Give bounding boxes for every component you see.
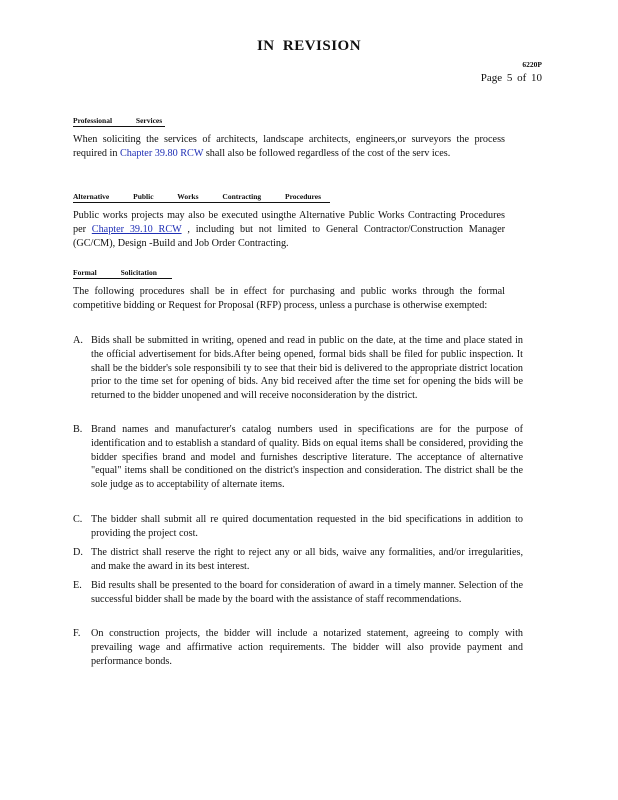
professional-text-after: shall also be followed regardless of the cost of the serv ices. [203, 147, 451, 159]
alternative-text-before: Public works projects may also be executed usingthe Alternative Public Works Contracting Procedures per [73, 210, 505, 235]
list-item-text: Bids shall be submitted in writing, opened and read in public on the date, at the time and place stated in the official advertisement for bids.After being opened, formal bids shall be filed for public inspection. It shall be the bidder's sole responsibili ty to see that their bid is delivered to the appropriate district location prior to the time set for opening of bids. Any bid received after the time set for opening the bids will be returned to the bidder unopened and will receive noconsideration by the district. [91, 335, 523, 402]
chapter-39-10-link[interactable]: Chapter 39.10 RCW [91, 223, 182, 235]
list-item-letter: B. [73, 424, 83, 435]
alternative-text-after: , including but not limited to General Contractor/Construction Manager (GC/CM), Design -Build and Job Order Contracting. [73, 223, 505, 249]
chapter-39-80-link[interactable]: Chapter 39.80 RCW [119, 147, 204, 159]
page-number: Page 5 of 10 [480, 72, 542, 84]
alternative-procedures-paragraph [73, 209, 505, 250]
formal-solicitation-intro: The following procedures shall be in effect for purchasing and public works through the formal competitive bidding or Request for Proposal (RFP) process, unless a purchase is otherwise exempted: [73, 286, 505, 311]
list-item-text: Brand names and manufacturer's catalog numbers used in specifications are for the purpose of identification and to establish a standard of quality. Bids on equal items shall be considered, providing the bidder specifies brand and model and furnishes descriptive literature. The acceptance of alternative "equal" items shall be conditioned on the district's inspection and consideration. The district shall be the sole judge as to acceptability of alternate items. [91, 424, 523, 491]
policy-number: 6220P [522, 60, 542, 69]
list-item-text: The bidder shall submit all re quired documentation requested in the bid specifications in addition to providing the project cost. [91, 514, 523, 539]
heading-professional-services: Professional Services [73, 116, 165, 127]
professional-text-before: When soliciting the services of architects, landscape architects, engineers,or surveyors the process required in [73, 134, 505, 159]
list-item-letter: D. [73, 547, 83, 558]
list-item-letter: A. [73, 335, 83, 346]
list-item-letter: E. [73, 580, 82, 591]
list-item-letter: F. [73, 628, 81, 639]
professional-services-paragraph [73, 133, 505, 161]
heading-formal-solicitation: Formal Solicitation [73, 268, 172, 279]
list-item-text: Bid results shall be presented to the board for consideration of award in a timely manner. Selection of the successful bidder shall be made by the board with the assistance of staff recommendations. [91, 580, 523, 605]
page-title: IN REVISION [256, 38, 362, 54]
list-item-letter: C. [73, 514, 83, 525]
heading-alternative-procedures: Alternative Public Works Contracting Procedures [73, 192, 330, 203]
list-item-text: On construction projects, the bidder will include a notarized statement, agreeing to comply with prevailing wage and affirmative action requirements. The bidder will also provide payment and performance bonds. [91, 628, 523, 667]
list-item-text: The district shall reserve the right to reject any or all bids, waive any formalities, and/or irregularities, and make the award in its best interest. [91, 547, 523, 572]
